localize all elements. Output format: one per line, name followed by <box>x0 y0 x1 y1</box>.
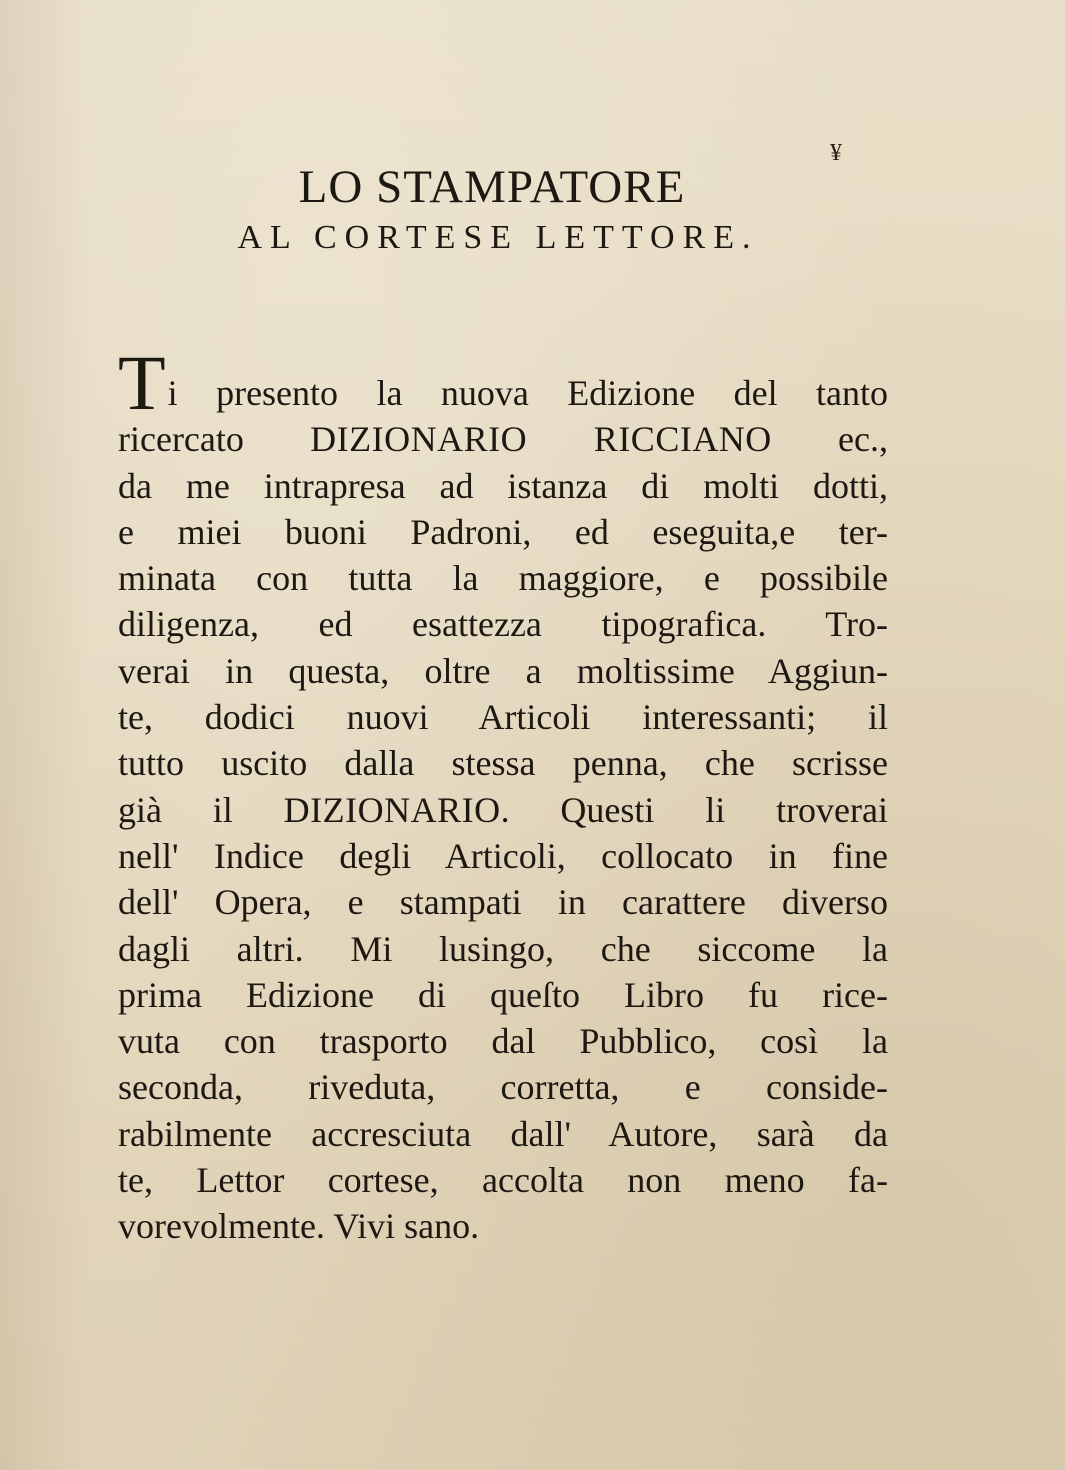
line-text: i presento la nuova Edizione del tanto <box>167 373 888 413</box>
drop-cap: T <box>118 339 166 426</box>
text-line: vuta con trasporto dal Pubblico, così la <box>118 1021 888 1062</box>
text-line: dell' Opera, e stampati in carattere diverso <box>118 882 888 923</box>
text-line: tutto uscito dalla stessa penna, che scrisse <box>118 743 888 784</box>
text-line: te, Lettor cortese, accolta non meno fa- <box>118 1160 888 1201</box>
text-line: minata con tutta la maggiore, e possibile <box>118 558 888 599</box>
text-line: diligenza, ed esattezza tipografica. Tro- <box>118 604 888 645</box>
text-line <box>118 339 888 426</box>
small-caps-term: DIZIONARIO RICCIANO <box>310 419 772 460</box>
margin-mark: ¥ <box>830 140 842 166</box>
text-line: vorevolmente. Vivi sano. <box>118 1206 480 1247</box>
line-text: già il <box>118 789 284 830</box>
text-line: seconda, riveduta, corretta, e conside- <box>118 1067 888 1108</box>
line-text: ricercato <box>118 419 311 460</box>
line-text-tail: . Questi li troverai <box>500 789 889 830</box>
text-line <box>118 416 888 462</box>
text-line: rabilmente accresciuta dall' Autore, sarà da <box>118 1113 888 1154</box>
text-line: da me intrapresa ad istanza di molti dotti, <box>118 465 888 506</box>
body-paragraph <box>118 339 889 1250</box>
text-line: e miei buoni Padroni, ed eseguita,e ter- <box>118 511 888 552</box>
page-title: LO STAMPATORE <box>298 161 686 213</box>
text-line: dagli altri. Mi lusingo, che siccome la <box>118 928 888 969</box>
text-line <box>118 787 888 833</box>
line-text-tail: ec., <box>771 419 888 460</box>
page-subtitle: AL CORTESE LETTORE. <box>237 219 759 256</box>
text-line: nell' Indice degli Articoli, collocato in fine <box>118 835 888 876</box>
text-line: te, dodici nuovi Articoli interessanti; il <box>118 697 888 738</box>
text-line: verai in questa, oltre a moltissime Aggiun- <box>118 650 888 691</box>
text-line: prima Edizione di queſto Libro fu rice- <box>118 974 888 1015</box>
small-caps-term: DIZIONARIO <box>283 789 501 830</box>
